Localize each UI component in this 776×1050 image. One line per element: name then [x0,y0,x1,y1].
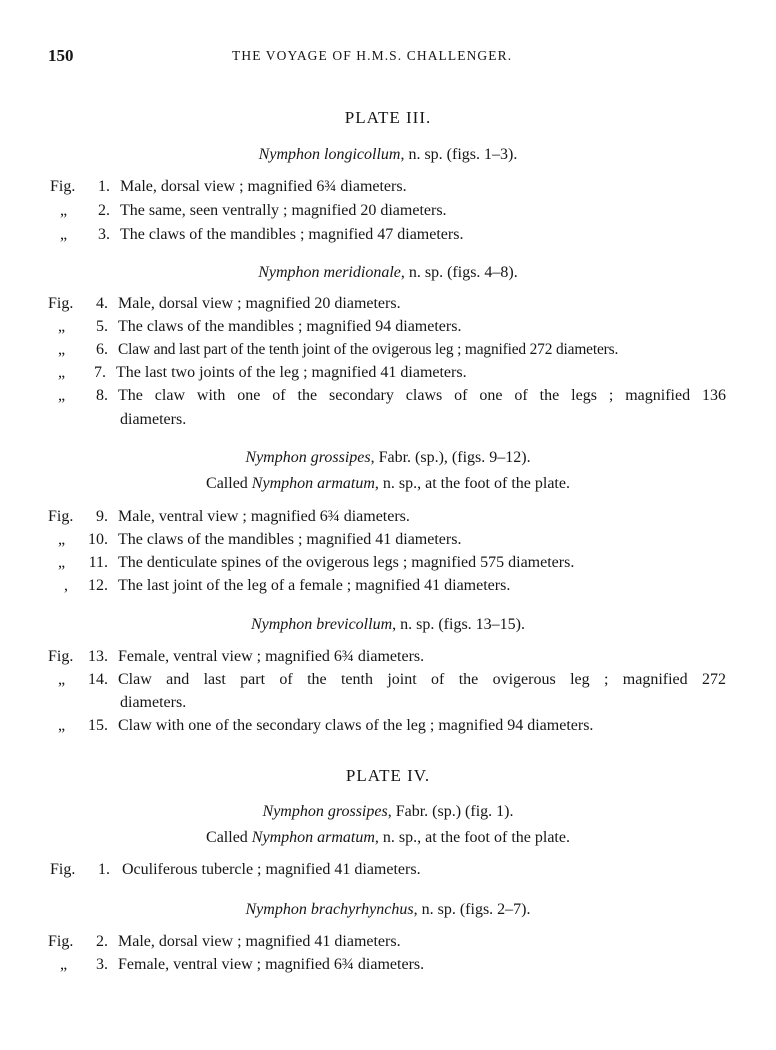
fig-number: 5. [96,318,108,335]
figure-row [0,387,776,409]
fig-label: Fig. [48,295,74,312]
fig-description: The denticulate spines of the ovigerous legs ; magnified 575 diameters. [118,554,575,571]
fig-description: The last two joints of the leg ; magnified 41 diameters. [116,364,467,381]
fig-number: 1. [98,861,110,878]
fig-number: 2. [96,933,108,950]
fig-label: „ [58,364,66,381]
species-suffix: , Fabr. (sp.) (fig. 1). [387,803,514,820]
fig-label: , [64,577,68,594]
fig-label: Fig. [50,861,76,878]
fig-description: Female, ventral view ; magnified 6¾ diameters. [118,648,425,665]
fig-label: „ [58,318,66,335]
fig-number: 3. [96,956,108,973]
fig-number: 13. [88,648,108,665]
note-species-name: Nymphon armatum [251,475,375,492]
note-suffix: , n. sp., at the foot of the plate. [374,829,570,846]
page-number: 150 [48,46,74,65]
fig-description: Female, ventral view ; magnified 6¾ diameters. [118,956,425,973]
fig-label: Fig. [48,508,74,525]
species-name: Nymphon grossipes [262,803,388,820]
fig-label: „ [58,671,66,688]
fig-label: „ [58,341,66,358]
fig-number: 1. [98,178,110,195]
fig-description: The claws of the mandibles ; magnified 41 diameters. [118,531,462,548]
figure-row [0,318,776,340]
fig-description-continued: diameters. [120,694,187,711]
species-note [0,475,776,493]
species-heading [0,146,776,164]
fig-description: Claw and last part of the tenth joint of the ovigerous leg ; magnified 272 diameters. [118,341,619,358]
species-heading [0,803,776,821]
species-name: Nymphon brevicollum [250,616,393,633]
species-suffix: , n. sp. (figs. 2–7). [413,901,531,918]
figure-row [0,861,776,883]
running-title: THE VOYAGE OF H.M.S. CHALLENGER. [232,48,513,63]
note-prefix: Called [206,829,252,846]
species-heading [0,264,776,282]
fig-number: 9. [96,508,108,525]
fig-label: „ [60,226,68,243]
figure-row [0,341,776,363]
species-suffix: , Fabr. (sp.), (figs. 9–12). [370,449,531,466]
species-name: Nymphon meridionale [258,264,401,281]
fig-number: 6. [96,341,108,358]
figure-row [0,202,776,224]
species-name: Nymphon grossipes [245,449,371,466]
fig-number: 10. [88,531,108,548]
species-suffix: , n. sp. (figs. 13–15). [392,616,526,633]
species-note [0,829,776,847]
fig-label: Fig. [50,178,76,195]
fig-number: 11. [88,554,108,571]
fig-description-continued: diameters. [120,411,187,428]
fig-label: Fig. [48,648,74,665]
fig-number: 15. [88,717,108,734]
figure-row [0,717,776,739]
figure-row [0,671,776,693]
fig-description: Claw with one of the secondary claws of the leg ; magnified 94 diameters. [118,717,594,734]
fig-description: Oculiferous tubercle ; magnified 41 diameters. [122,861,421,878]
figure-row [0,956,776,978]
note-suffix: , n. sp., at the foot of the plate. [374,475,570,492]
note-prefix: Called [206,475,252,492]
figure-row [0,364,776,386]
figure-row [0,226,776,248]
species-name: Nymphon longicollum [258,146,401,163]
fig-label: „ [58,554,66,571]
fig-description: Male, dorsal view ; magnified 6¾ diameters. [120,178,407,195]
fig-description: The same, seen ventrally ; magnified 20 diameters. [120,202,447,219]
fig-label: „ [58,717,66,734]
fig-description: Male, ventral view ; magnified 6¾ diameters. [118,508,410,525]
fig-description: The last joint of the leg of a female ; magnified 41 diameters. [118,577,511,594]
figure-row [0,508,776,530]
fig-description: Male, dorsal view ; magnified 20 diameters. [118,295,401,312]
figure-row [0,577,776,599]
fig-description: Male, dorsal view ; magnified 41 diameters. [118,933,401,950]
figure-row [0,178,776,200]
fig-label: „ [60,956,68,973]
figure-row [0,554,776,576]
fig-description: The claw with one of the secondary claws of one of the legs ; magnified 136 [118,387,726,404]
fig-label: „ [58,531,66,548]
fig-number: 7. [94,364,106,381]
species-heading [0,449,776,467]
fig-number: 3. [98,226,110,243]
figure-row [0,933,776,955]
figure-row [0,648,776,670]
fig-label: „ [60,202,68,219]
figure-row [0,295,776,317]
figure-row [0,531,776,553]
fig-label: Fig. [48,933,74,950]
plate-4-title: PLATE IV. [345,766,431,785]
fig-label: „ [58,387,66,404]
plate-3-title: PLATE III. [344,108,432,127]
fig-description: The claws of the mandibles ; magnified 47 diameters. [120,226,464,243]
species-suffix: , n. sp. (figs. 1–3). [400,146,518,163]
species-heading [0,616,776,634]
note-species-name: Nymphon armatum [251,829,375,846]
species-name: Nymphon brachyrhynchus [245,901,414,918]
fig-number: 14. [88,671,108,688]
fig-number: 12. [88,577,108,594]
fig-description: The claws of the mandibles ; magnified 94 diameters. [118,318,462,335]
fig-number: 8. [96,387,108,404]
fig-number: 2. [98,202,110,219]
species-heading [0,901,776,919]
fig-number: 4. [96,295,108,312]
fig-description: Claw and last part of the tenth joint of the ovigerous leg ; magnified 272 [118,671,726,688]
species-suffix: , n. sp. (figs. 4–8). [400,264,518,281]
